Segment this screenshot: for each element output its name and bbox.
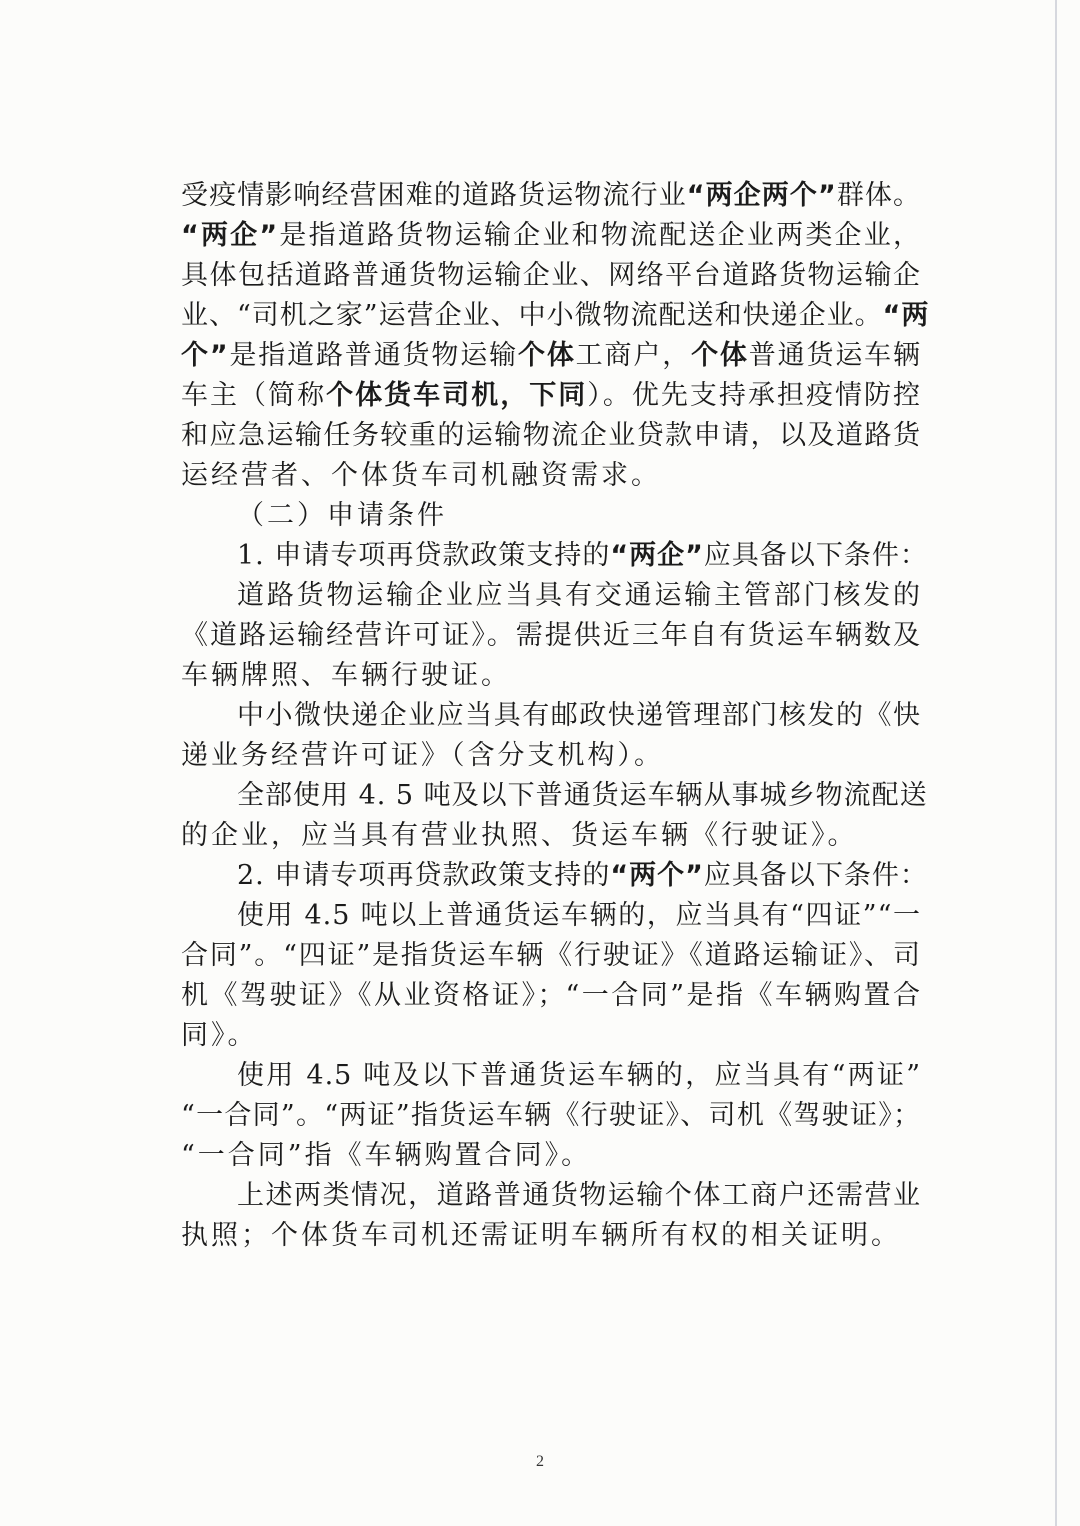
text-segment: 具体包括道路普通货物运输企业、网络平台道路货物运输企: [181, 260, 921, 291]
text-line: [181, 816, 921, 856]
text-line: [181, 336, 921, 376]
text-segment: 使用 4.5 吨及以下普通货运车辆的，应当具有“两证”: [237, 1060, 921, 1091]
text-line: [181, 1016, 921, 1056]
text-segment: 普通货运车辆: [748, 340, 922, 371]
text-line: [181, 576, 921, 616]
text-segment: 应具备以下条件：: [703, 860, 928, 891]
text-line: [181, 296, 930, 336]
bold-term: “两个”: [610, 860, 704, 891]
text-segment: 机《驾驶证》《从业资格证》；“一合同”是指《车辆购置合: [181, 980, 921, 1011]
text-segment: 合同”。“四证”是指货运车辆《行驶证》《道路运输证》、司: [181, 940, 921, 971]
text-segment: 全部使用 4. 5 吨及以下普通货运车辆从事城乡物流配送: [237, 780, 928, 811]
bold-term: 个”: [181, 340, 229, 371]
text-segment: 中小微快递企业应当具有邮政快递管理部门核发的《快: [237, 700, 921, 731]
bold-term: “两企”: [181, 220, 279, 251]
text-segment: 业、“司机之家”运营企业、中小微物流配送和快递企业。: [181, 300, 883, 331]
text-line: [181, 776, 928, 816]
bold-term: 个体货车司机，下同: [326, 380, 588, 411]
text-segment: 应具备以下条件：: [703, 540, 928, 571]
text-line: [181, 1176, 921, 1216]
text-segment: 车主（简称: [181, 380, 327, 411]
text-segment: 道路货物运输企业应当具有交通运输主管部门核发的: [237, 580, 921, 611]
text-segment: “一合同”指《车辆购置合同》。: [181, 1140, 592, 1171]
text-line: [181, 1216, 921, 1256]
text-segment: 受疫情影响经营困难的道路货运物流行业: [181, 180, 687, 211]
scan-edge-divider: [1055, 0, 1057, 1526]
text-segment: 上述两类情况，道路普通货物运输个体工商户还需营业: [237, 1180, 921, 1211]
text-segment: 同》。: [181, 1020, 258, 1051]
text-segment: “一合同”。“两证”指货运车辆《行驶证》、司机《驾驶证》；: [181, 1100, 921, 1131]
text-line: [181, 696, 921, 736]
text-line: [181, 976, 921, 1016]
text-segment: （二）申请条件: [237, 500, 447, 531]
text-line: [181, 376, 921, 416]
text-line: [181, 616, 921, 656]
text-line: [181, 176, 921, 216]
text-line: [181, 1056, 921, 1096]
text-line: [181, 1136, 921, 1176]
bold-term: “两企两个”: [686, 180, 837, 211]
text-segment: 2. 申请专项再贷款政策支持的: [237, 860, 611, 891]
text-line: [181, 936, 921, 976]
bold-term: 个体: [517, 340, 576, 371]
text-line: [181, 416, 921, 456]
text-segment: 群体。: [836, 180, 922, 211]
text-segment: 1. 申请专项再贷款政策支持的: [237, 540, 611, 571]
text-segment: 执照；个体货车司机还需证明车辆所有权的相关证明。: [181, 1220, 901, 1251]
text-line: [181, 256, 921, 296]
text-line: [181, 456, 921, 496]
text-line: [181, 1096, 921, 1136]
bold-term: 个体: [691, 340, 749, 371]
text-segment: 工商户，: [575, 340, 692, 371]
text-segment: 是指道路货物运输企业和物流配送企业两类企业，: [278, 220, 921, 251]
text-segment: 的企业，应当具有营业执照、货运车辆《行驶证》。: [181, 820, 858, 851]
text-line: [181, 896, 921, 936]
text-line: [181, 856, 928, 896]
text-segment: 使用 4.5 吨以上普通货运车辆的，应当具有“四证”“一: [237, 900, 921, 931]
section-heading: [181, 496, 921, 536]
text-segment: 和应急运输任务较重的运输物流企业贷款申请，以及道路货: [181, 420, 921, 451]
text-segment: 车辆牌照、车辆行驶证。: [181, 660, 511, 691]
page-number: 2: [536, 1453, 544, 1470]
text-segment: 《道路运输经营许可证》。需提供近三年自有货运车辆数及: [181, 620, 921, 651]
text-line: [181, 656, 921, 696]
bold-term: “两企”: [610, 540, 704, 571]
text-line: [181, 736, 921, 776]
body-text: [181, 176, 930, 1256]
text-segment: 运经营者、个体货车司机融资需求。: [181, 460, 661, 491]
text-line: [181, 536, 928, 576]
text-segment: 是指道路普通货物运输: [228, 340, 518, 371]
text-segment: ）。优先支持承担疫情防控: [587, 380, 922, 411]
bold-term: “两: [882, 300, 930, 331]
text-line: [181, 216, 921, 256]
text-segment: 递业务经营许可证》（含分支机构）。: [181, 740, 664, 771]
